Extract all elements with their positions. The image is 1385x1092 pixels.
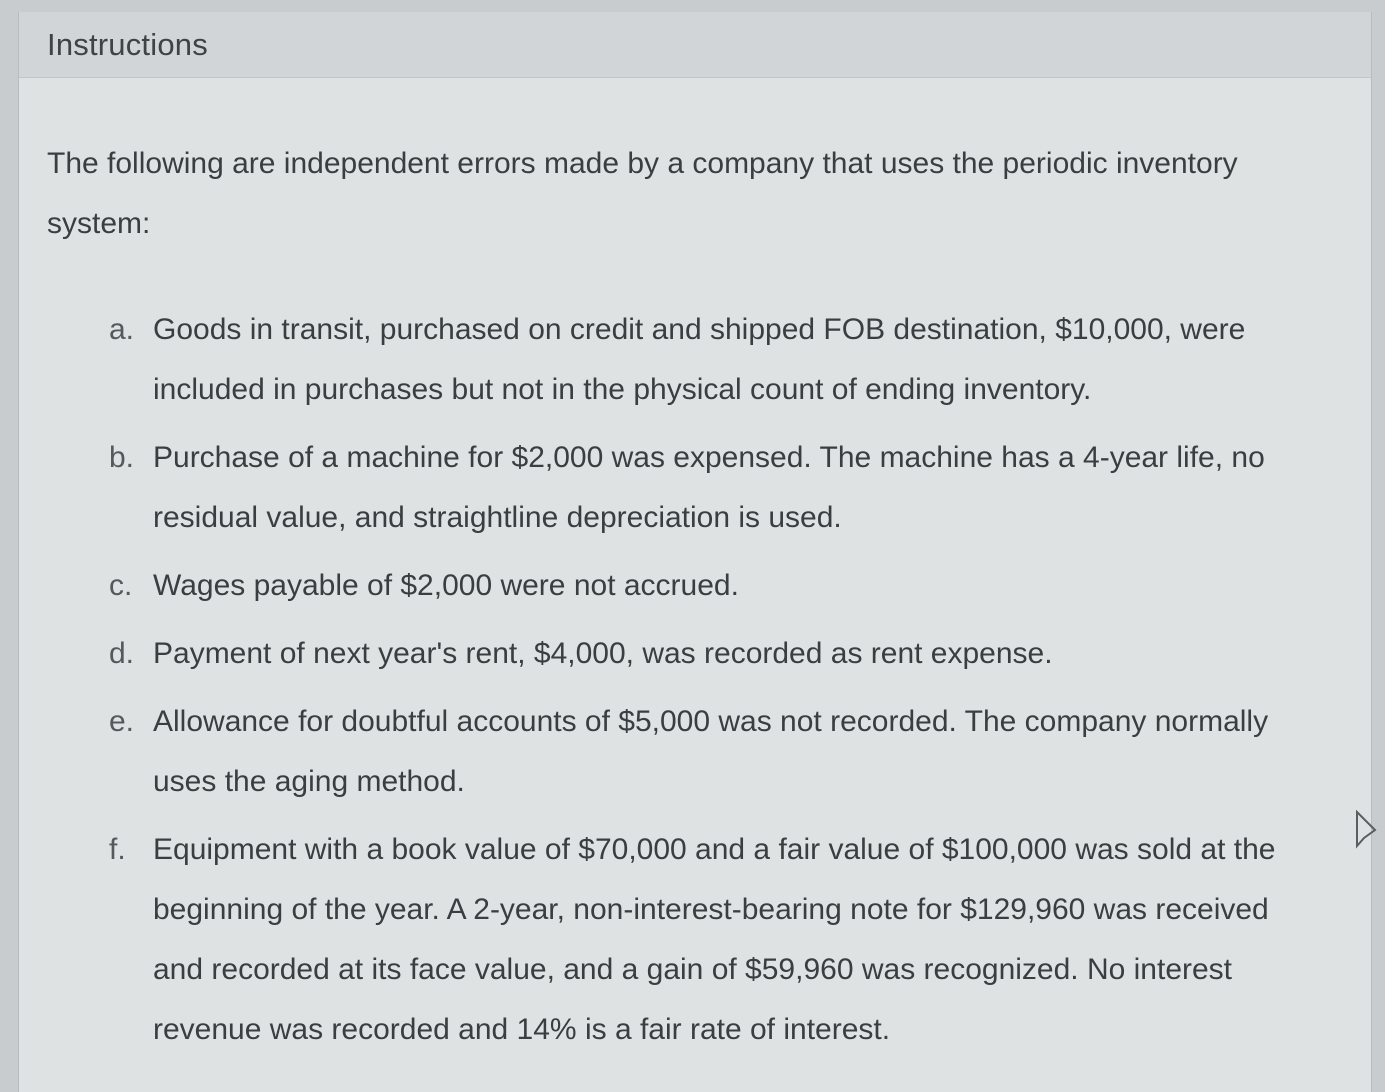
list-item (109, 820, 1289, 1060)
list-item (109, 624, 1289, 684)
list-item (109, 428, 1289, 548)
item-text: Payment of next year's rent, $4,000, was recorded as rent expense. (153, 637, 1053, 670)
list-item (109, 692, 1289, 812)
item-letter: b. (109, 441, 135, 474)
instructions-title: Instructions (47, 26, 208, 62)
item-text: Equipment with a book value of $70,000 and a fair value of $100,000 was sold at the beginning of the year. A 2-year, non-interest-bearing note for $129,960 was received and recorded at its face value, and a gain of $59,960 was recognized. No interest revenue was recorded and 14% is a fair rate of interest. (153, 833, 1276, 1046)
item-letter: a. (109, 313, 135, 346)
list-item (109, 556, 1289, 616)
intro-text: The following are independent errors made by a company that uses the periodic inventory system: (47, 147, 1238, 240)
item-letter: d. (109, 637, 135, 670)
item-text: Wages payable of $2,000 were not accrued. (153, 569, 739, 602)
item-letter: c. (109, 569, 133, 602)
list-item (109, 300, 1289, 420)
error-list (109, 300, 1289, 1068)
item-letter: f. (109, 833, 126, 866)
item-text: Allowance for doubtful accounts of $5,000 was not recorded. The company normally uses the aging method. (153, 705, 1269, 798)
instructions-panel (18, 12, 1372, 1092)
item-text: Goods in transit, purchased on credit and shipped FOB destination, $10,000, were included in purchases but not in the physical count of ending inventory. (153, 313, 1246, 406)
instructions-header (19, 12, 1371, 78)
item-letter: e. (109, 705, 135, 738)
item-text: Purchase of a machine for $2,000 was expensed. The machine has a 4-year life, no residual value, and straightline depreciation is used. (153, 441, 1265, 534)
mouse-pointer-icon (1355, 810, 1377, 850)
